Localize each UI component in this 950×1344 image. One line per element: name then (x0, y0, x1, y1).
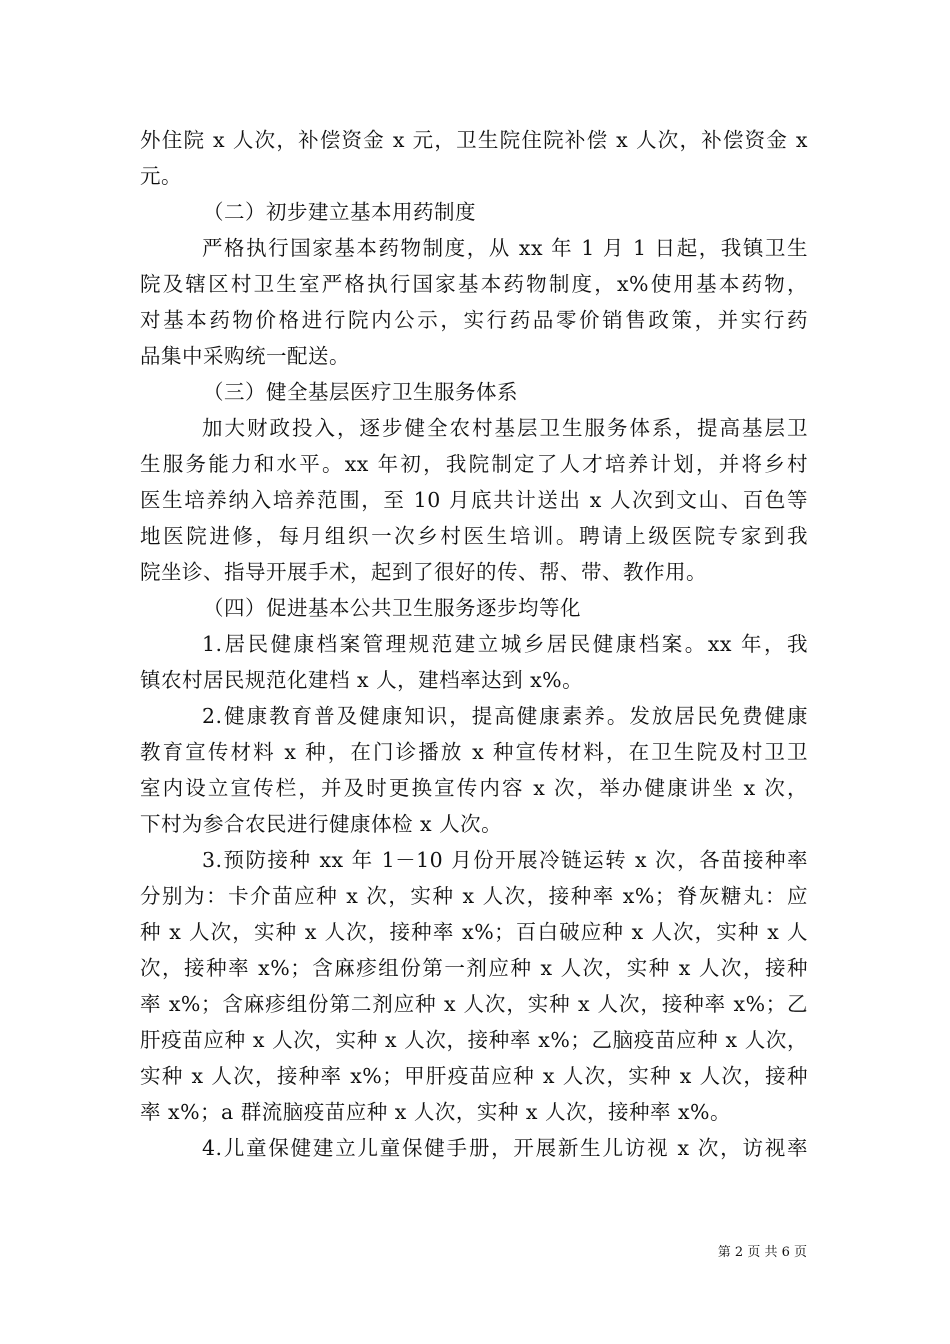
body-line: 品集中采购统一配送。 (140, 344, 350, 368)
page-number: 第 2 页 共 6 页 (717, 1245, 807, 1260)
body-line: 实种 x 人次，接种率 x%；甲肝疫苗应种 x 人次，实种 x 人次，接种 (140, 1064, 808, 1088)
body-line: 生服务能力和水平。xx 年初，我院制定了人才培养计划，并将乡村 (140, 452, 808, 476)
body-line: 率 x%；a 群流脑疫苗应种 x 人次，实种 x 人次，接种率 x%。 (140, 1100, 732, 1124)
section-heading: （四）促进基本公共卫生服务逐步均等化 (203, 596, 581, 620)
body-line: 严格执行国家基本药物制度，从 xx 年 1 月 1 日起，我镇卫生 (202, 236, 808, 260)
body-line: 次，接种率 x%；含麻疹组份第一剂应种 x 人次，实种 x 人次，接种 (140, 956, 808, 980)
body-line: 教育宣传材料 x 种，在门诊播放 x 种宣传材料，在卫生院及村卫卫 (140, 740, 808, 764)
body-line: 室内设立宣传栏，并及时更换宣传内容 x 次，举办健康讲坐 x 次， (140, 776, 808, 800)
body-line: 4.儿童保健建立儿童保健手册，开展新生儿访视 x 次，访视率 (202, 1136, 808, 1160)
body-line: 院及辖区村卫生室严格执行国家基本药物制度，x%使用基本药物， (140, 272, 808, 296)
body-line: 院坐诊、指导开展手术，起到了很好的传、帮、带、教作用。 (140, 560, 707, 584)
body-line: 外住院 x 人次，补偿资金 x 元，卫生院住院补偿 x 人次，补偿资金 x (140, 128, 808, 152)
section-heading: （三）健全基层医疗卫生服务体系 (203, 380, 518, 404)
body-line: 分别为：卡介苗应种 x 次，实种 x 人次，接种率 x%；脊灰糖丸：应 (140, 884, 808, 908)
body-line: 1.居民健康档案管理规范建立城乡居民健康档案。xx 年，我 (202, 632, 808, 656)
body-line: 地医院进修，每月组织一次乡村医生培训。聘请上级医院专家到我 (140, 524, 808, 548)
body-line: 加大财政投入，逐步健全农村基层卫生服务体系，提高基层卫 (202, 416, 808, 440)
body-line: 镇农村居民规范化建档 x 人，建档率达到 x%。 (140, 668, 584, 692)
body-line: 2.健康教育普及健康知识，提高健康素养。发放居民免费健康 (202, 704, 808, 728)
body-line: 元。 (140, 164, 182, 188)
body-line: 率 x%；含麻疹组份第二剂应种 x 人次，实种 x 人次，接种率 x%；乙 (140, 992, 808, 1016)
section-heading: （二）初步建立基本用药制度 (203, 200, 476, 224)
body-line: 下村为参合农民进行健康体检 x 人次。 (140, 812, 503, 836)
body-line: 肝疫苗应种 x 人次，实种 x 人次，接种率 x%；乙脑疫苗应种 x 人次， (140, 1028, 808, 1052)
body-line: 对基本药物价格进行院内公示，实行药品零价销售政策，并实行药 (140, 308, 808, 332)
body-line: 种 x 人次，实种 x 人次，接种率 x%；百白破应种 x 人次，实种 x 人 (140, 920, 808, 944)
body-line: 3.预防接种 xx 年 1－10 月份开展冷链运转 x 次，各苗接种率 (202, 848, 808, 872)
body-line: 医生培养纳入培养范围，至 10 月底共计送出 x 人次到文山、百色等 (140, 488, 808, 512)
